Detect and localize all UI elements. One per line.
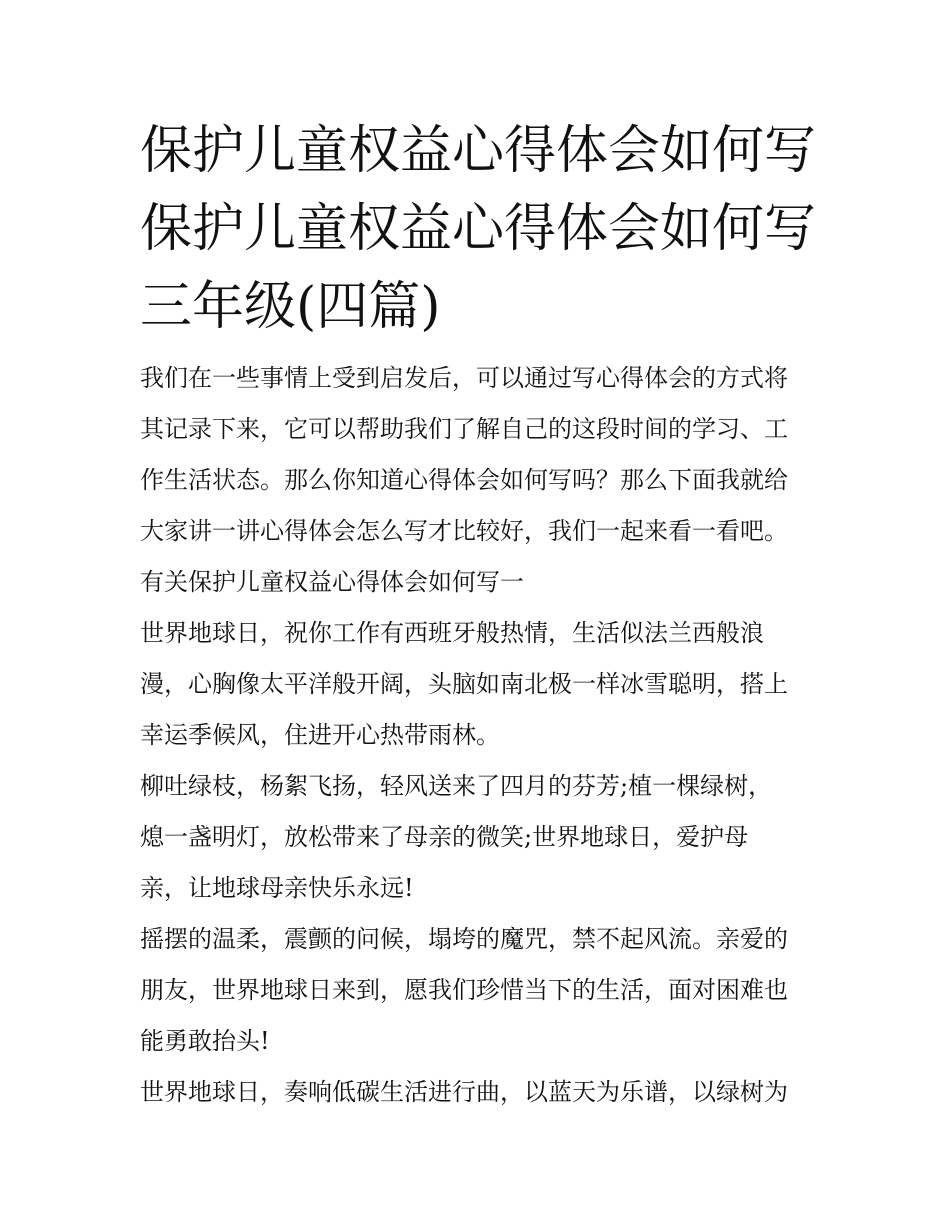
- body-line: 熄一盏明灯，放松带来了母亲的微笑;世界地球日，爱护母: [140, 823, 749, 851]
- document-title: [140, 112, 820, 346]
- body-line: 漫，心胸像太平洋般开阔，头脑如南北极一样冰雪聪明，搭上: [140, 670, 788, 698]
- title-line: 保护儿童权益心得体会如何写: [140, 121, 817, 181]
- body-line: 我们在一些事情上受到启发后，可以通过写心得体会的方式将: [140, 364, 788, 392]
- body-line: 世界地球日，奏响低碳生活进行曲，以蓝天为乐谱，以绿树为: [140, 1078, 788, 1106]
- body-line: 世界地球日，祝你工作有西班牙般热情，生活似法兰西般浪: [140, 619, 764, 647]
- body-line: 柳吐绿枝，杨絮飞扬，轻风送来了四月的芬芳;植一棵绿树，: [140, 772, 773, 800]
- body-line: 大家讲一讲心得体会怎么写才比较好，我们一起来看一看吧。: [140, 517, 788, 545]
- title-line: 保护儿童权益心得体会如何写: [140, 199, 817, 259]
- body-line: 其记录下来，它可以帮助我们了解自己的这段时间的学习、工: [140, 415, 788, 443]
- body-line: 幸运季候风，住进开心热带雨林。: [140, 721, 500, 749]
- document-body: [140, 353, 830, 1118]
- title-line: 三年级(四篇): [140, 277, 441, 337]
- body-line: 作生活状态。那么你知道心得体会如何写吗？那么下面我就给: [140, 466, 788, 494]
- section-heading: 有关保护儿童权益心得体会如何写一: [140, 568, 524, 596]
- body-line: 能勇敢抬头!: [140, 1027, 270, 1055]
- body-line: 摇摆的温柔，震颤的问候，塌垮的魔咒，禁不起风流。亲爱的: [140, 925, 788, 953]
- body-line: 朋友，世界地球日来到，愿我们珍惜当下的生活，面对困难也: [140, 976, 788, 1004]
- body-line: 亲，让地球母亲快乐永远!: [140, 874, 414, 902]
